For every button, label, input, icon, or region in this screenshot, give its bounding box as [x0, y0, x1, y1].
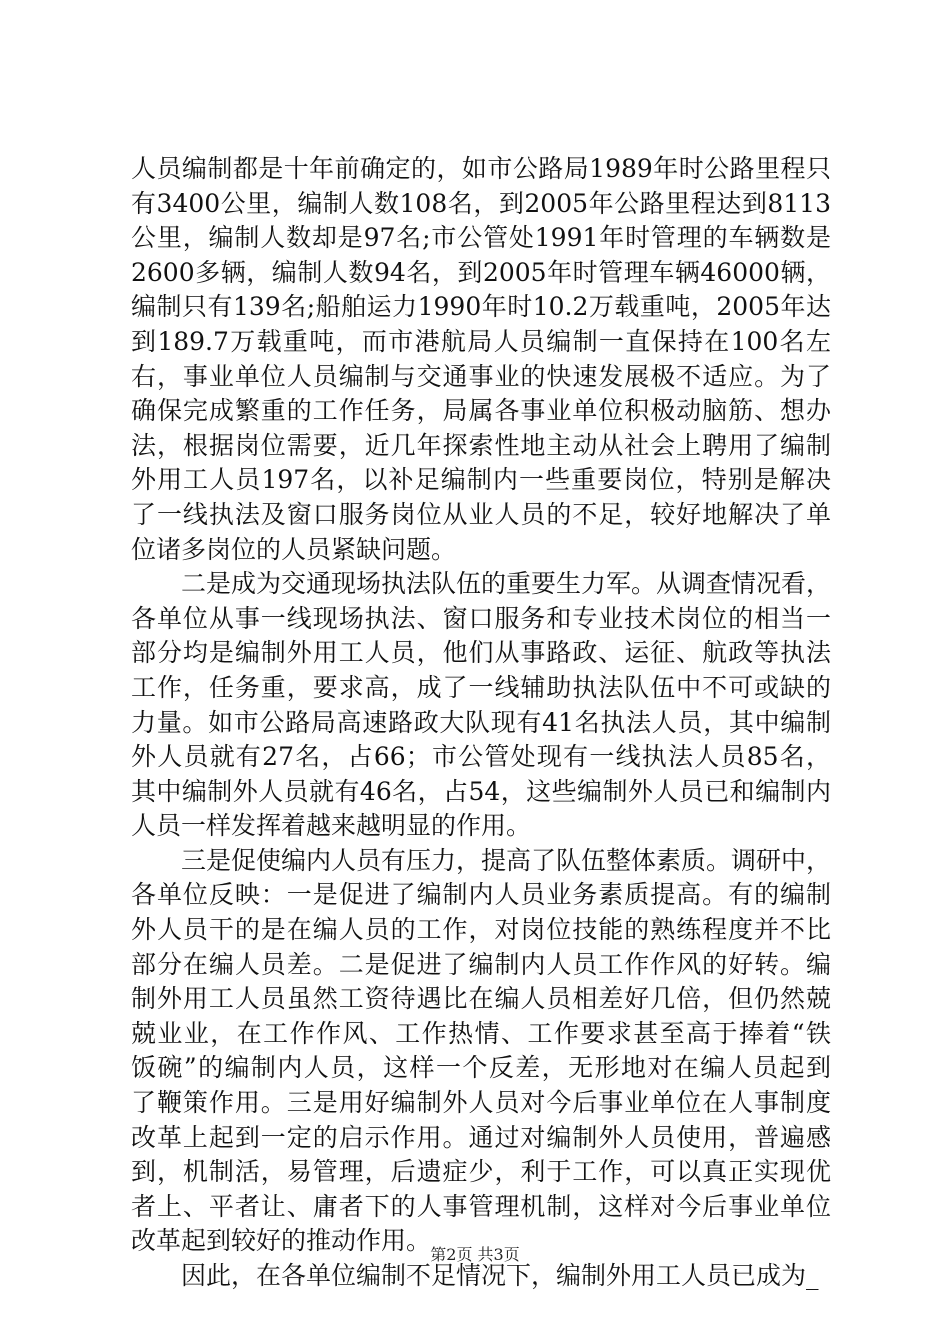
text-line: 右，事业单位人员编制与交通事业的快速发展极不适应。为了: [131, 361, 831, 391]
text-line: 改革上起到一定的启示作用。通过对编制外人员使用，普遍感: [131, 1122, 831, 1152]
body-text: [131, 152, 831, 1294]
text-line: 各单位反映：一是促进了编制内人员业务素质提高。有的编制: [131, 880, 831, 910]
text-line: 制外用工人员虽然工资待遇比在编人员相差好几倍，但仍然兢: [131, 984, 831, 1014]
text-line: 力量。如市公路局高速路政大队现有41名执法人员，其中编制: [131, 707, 831, 737]
text-line: 人员编制都是十年前确定的，如市公路局1989年时公路里程只: [131, 154, 831, 183]
text-line: 饭碗”的编制内人员，这样一个反差，无形地对在编人员起到: [131, 1053, 831, 1083]
text-line: 了一线执法及窗口服务岗位从业人员的不足，较好地解决了单: [131, 499, 831, 529]
text-line: 确保完成繁重的工作任务，局属各事业单位积极动脑筋、想办: [131, 396, 831, 426]
text-line: 兢业业，在工作作风、工作热情、工作要求甚至高于捧着“铁: [131, 1018, 831, 1048]
text-line: 到，机制活，易管理，后遗症少，利于工作，可以真正实现优: [131, 1157, 831, 1187]
text-line: 到189.7万载重吨，而市港航局人员编制一直保持在100名左: [131, 326, 831, 356]
text-line: 外人员干的是在编人员的工作，对岗位技能的熟练程度并不比: [131, 915, 831, 945]
paragraph-start-line: 因此，在各单位编制不足情况下，编制外用工人员已成为_: [131, 1261, 819, 1290]
paragraph-end-line: 人员一样发挥着越来越明显的作用。: [131, 811, 532, 841]
text-line: 法，根据岗位需要，近几年探索性地主动从社会上聘用了编制: [131, 430, 831, 460]
paragraph-start-line: 二是成为交通现场执法队伍的重要生力军。从调查情况看，: [131, 569, 832, 599]
text-line: 各单位从事一线现场执法、窗口服务和专业技术岗位的相当一: [131, 603, 831, 633]
text-line: 2600多辆，编制人数94名，到2005年时管理车辆46000辆，: [131, 257, 831, 287]
text-line: 编制只有139名;船舶运力1990年时10.2万载重吨，2005年达: [131, 292, 831, 322]
text-line: 公里，编制人数却是97名;市公管处1991年时管理的车辆数是: [131, 223, 831, 253]
text-line: 工作，任务重，要求高，成了一线辅助执法队伍中不可或缺的: [131, 672, 831, 702]
paragraph-end-line: 改革起到较好的推动作用。: [131, 1226, 432, 1256]
paragraph-end-line: 位诸多岗位的人员紧缺问题。: [131, 534, 457, 564]
paragraph-start-line: 三是促使编内人员有压力，提高了队伍整体素质。调研中，: [131, 845, 832, 875]
text-line: 部分在编人员差。二是促进了编制内人员工作作风的好转。编: [131, 949, 831, 979]
text-line: 者上、平者让、庸者下的人事管理机制，这样对今后事业单位: [131, 1191, 831, 1221]
text-line: 外用工人员197名，以补足编制内一些重要岗位，特别是解决: [131, 465, 831, 495]
text-line: 其中编制外人员就有46名，占54，这些编制外人员已和编制内: [131, 776, 831, 806]
page-footer: 第2页 共3页: [430, 1245, 520, 1264]
text-line: 有3400公里，编制人数108名，到2005年公路里程达到8113: [131, 188, 831, 218]
text-line: 部分均是编制外用工人员，他们从事路政、运征、航政等执法: [131, 638, 831, 668]
text-line: 了鞭策作用。三是用好编制外人员对今后事业单位在人事制度: [131, 1088, 831, 1118]
text-line: 外人员就有27名，占66；市公管处现有一线执法人员85名，: [131, 742, 831, 772]
